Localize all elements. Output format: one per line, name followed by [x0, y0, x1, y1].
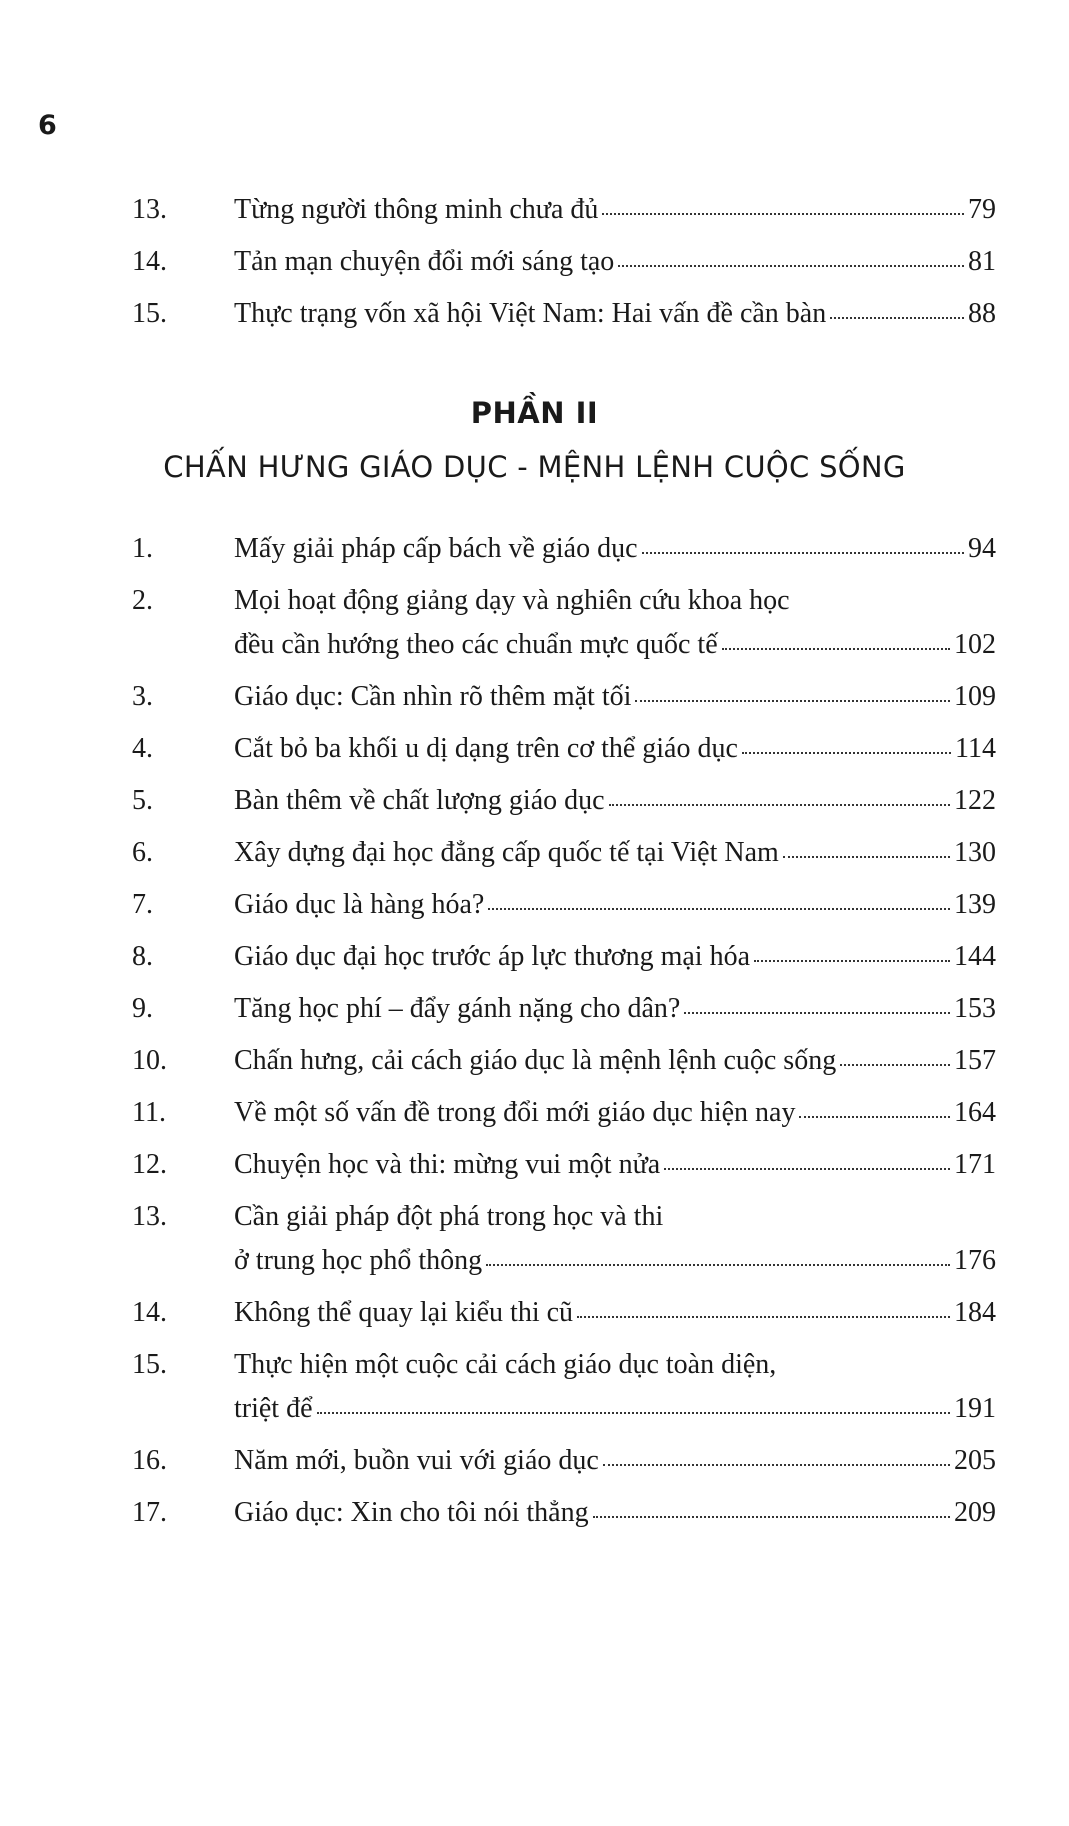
entry-title-line	[234, 1447, 996, 1477]
entry-number: 16.	[132, 1445, 167, 1476]
entry-number: 2.	[132, 585, 153, 616]
part-title: CHẤN HƯNG GIÁO DỤC - MỆNH LỆNH CUỘC SỐNG	[163, 450, 906, 484]
entry-title-line	[234, 891, 996, 921]
dot-leader	[488, 908, 950, 910]
entry-page-number: 205	[954, 1445, 996, 1476]
entry-title: đều cần hướng theo các chuẩn mực quốc tế	[234, 629, 718, 660]
entry-number: 6.	[132, 837, 153, 868]
entry-number: 3.	[132, 681, 153, 712]
entry-title-line: Cần giải pháp đột phá trong học và thi	[234, 1201, 664, 1232]
entry-page-number: 94	[968, 533, 996, 564]
dot-leader	[840, 1064, 950, 1066]
dot-leader	[603, 1464, 950, 1466]
entry-title-line	[234, 535, 996, 565]
dot-leader	[742, 752, 951, 754]
entry-number: 5.	[132, 785, 153, 816]
dot-leader	[317, 1412, 950, 1414]
entry-title-line	[234, 300, 996, 330]
entry-title-line	[234, 1499, 996, 1529]
entry-number: 1.	[132, 533, 153, 564]
dot-leader	[684, 1012, 950, 1014]
entry-number: 15.	[132, 1349, 167, 1380]
dot-leader	[830, 317, 964, 319]
entry-title-line	[234, 248, 996, 278]
entry-page-number: 88	[968, 298, 996, 329]
entry-number: 14.	[132, 246, 167, 277]
entry-title: Từng người thông minh chưa đủ	[234, 194, 599, 225]
entry-title: Xây dựng đại học đẳng cấp quốc tế tại Việt Nam	[234, 837, 779, 868]
entry-title: Không thể quay lại kiểu thi cũ	[234, 1297, 574, 1328]
entry-number: 15.	[132, 298, 167, 329]
entry-title: Giáo dục đại học trước áp lực thương mại hóa	[234, 941, 750, 972]
dot-leader	[618, 265, 964, 267]
entry-body	[234, 1447, 996, 1477]
entry-title-line	[234, 1047, 996, 1077]
entry-body	[234, 1099, 996, 1129]
dot-leader	[577, 1316, 950, 1318]
entry-page-number: 184	[954, 1297, 996, 1328]
entry-number: 9.	[132, 993, 153, 1024]
entry-body	[234, 787, 996, 817]
entry-title-line	[234, 631, 996, 661]
entry-page-number: 157	[954, 1045, 996, 1076]
entry-number: 10.	[132, 1045, 167, 1076]
page-number: 6	[38, 110, 57, 141]
entry-title: Năm mới, buồn vui với giáo dục	[234, 1445, 599, 1476]
entry-title: Bàn thêm về chất lượng giáo dục	[234, 785, 605, 816]
entry-page-number: 122	[954, 785, 996, 816]
entry-title: Giáo dục: Cần nhìn rõ thêm mặt tối	[234, 681, 632, 712]
entry-page-number: 79	[968, 194, 996, 225]
dot-leader	[602, 213, 964, 215]
entry-title-line	[234, 1099, 996, 1129]
entry-title-line: Mọi hoạt động giảng dạy và nghiên cứu khoa học	[234, 585, 790, 616]
entry-number: 11.	[132, 1097, 166, 1128]
entry-body	[234, 891, 996, 921]
entry-title-line	[234, 683, 996, 713]
entry-page-number: 209	[954, 1497, 996, 1528]
entry-title-line	[234, 1299, 996, 1329]
entry-number: 12.	[132, 1149, 167, 1180]
entry-page-number: 153	[954, 993, 996, 1024]
entry-title: Cắt bỏ ba khối u dị dạng trên cơ thể giáo dục	[234, 733, 738, 764]
entry-number: 8.	[132, 941, 153, 972]
entry-body	[234, 839, 996, 869]
part-label: PHẦN II	[470, 396, 599, 430]
entry-body	[234, 683, 996, 713]
entry-number: 4.	[132, 733, 153, 764]
entry-body	[234, 248, 996, 278]
entry-title: ở trung học phổ thông	[234, 1245, 483, 1276]
entry-body	[234, 735, 996, 765]
entry-body	[234, 1203, 996, 1277]
dot-leader	[609, 804, 950, 806]
entry-title: Giáo dục: Xin cho tôi nói thẳng	[234, 1497, 589, 1528]
dot-leader	[486, 1264, 950, 1266]
dot-leader	[642, 552, 964, 554]
entry-page-number: 144	[954, 941, 996, 972]
entry-title-line	[234, 787, 996, 817]
entry-title-line	[234, 995, 996, 1025]
entry-body	[234, 1151, 996, 1181]
entry-title-line	[234, 839, 996, 869]
entry-number: 7.	[132, 889, 153, 920]
entry-body	[234, 995, 996, 1025]
entry-title: Chuyện học và thi: mừng vui một nửa	[234, 1149, 661, 1180]
entry-title: Thực trạng vốn xã hội Việt Nam: Hai vấn đề cần bàn	[234, 298, 827, 329]
dot-leader	[783, 856, 950, 858]
dot-leader	[754, 960, 950, 962]
entry-title-line	[234, 943, 996, 973]
entry-page-number: 176	[954, 1245, 996, 1276]
entry-body	[234, 535, 996, 565]
entry-title-line	[234, 1151, 996, 1181]
entry-body	[234, 1299, 996, 1329]
entry-title: Tản mạn chuyện đổi mới sáng tạo	[234, 246, 615, 277]
dot-leader	[664, 1168, 950, 1170]
entry-title: Tăng học phí – đẩy gánh nặng cho dân?	[234, 993, 681, 1024]
entry-body	[234, 943, 996, 973]
entry-title: Giáo dục là hàng hóa?	[234, 889, 485, 920]
entry-title-line	[234, 735, 996, 765]
entry-number: 13.	[132, 1201, 167, 1232]
dot-leader	[799, 1116, 950, 1118]
entry-title: Chấn hưng, cải cách giáo dục là mệnh lệnh cuộc sống	[234, 1045, 837, 1076]
entry-title-line	[234, 1395, 996, 1425]
entry-page-number: 114	[955, 733, 996, 764]
entry-page-number: 102	[954, 629, 996, 660]
entry-body	[234, 300, 996, 330]
entry-number: 17.	[132, 1497, 167, 1528]
entry-page-number: 164	[954, 1097, 996, 1128]
entry-title-line	[234, 196, 996, 226]
entry-body	[234, 1499, 996, 1529]
entry-page-number: 130	[954, 837, 996, 868]
entry-page-number: 139	[954, 889, 996, 920]
entry-title: triệt để	[234, 1393, 313, 1424]
entry-page-number: 81	[968, 246, 996, 277]
entry-title: Về một số vấn đề trong đổi mới giáo dục hiện nay	[234, 1097, 796, 1128]
entry-body	[234, 1047, 996, 1077]
entry-title: Mấy giải pháp cấp bách về giáo dục	[234, 533, 638, 564]
dot-leader	[635, 700, 950, 702]
entry-title-line	[234, 1247, 996, 1277]
entry-page-number: 171	[954, 1149, 996, 1180]
entry-body	[234, 196, 996, 226]
entry-body	[234, 587, 996, 661]
dot-leader	[593, 1516, 950, 1518]
dot-leader	[722, 648, 950, 650]
entry-page-number: 191	[954, 1393, 996, 1424]
entry-number: 13.	[132, 194, 167, 225]
entry-body	[234, 1351, 996, 1425]
entry-number: 14.	[132, 1297, 167, 1328]
entry-page-number: 109	[954, 681, 996, 712]
entry-title-line: Thực hiện một cuộc cải cách giáo dục toàn diện,	[234, 1349, 777, 1380]
